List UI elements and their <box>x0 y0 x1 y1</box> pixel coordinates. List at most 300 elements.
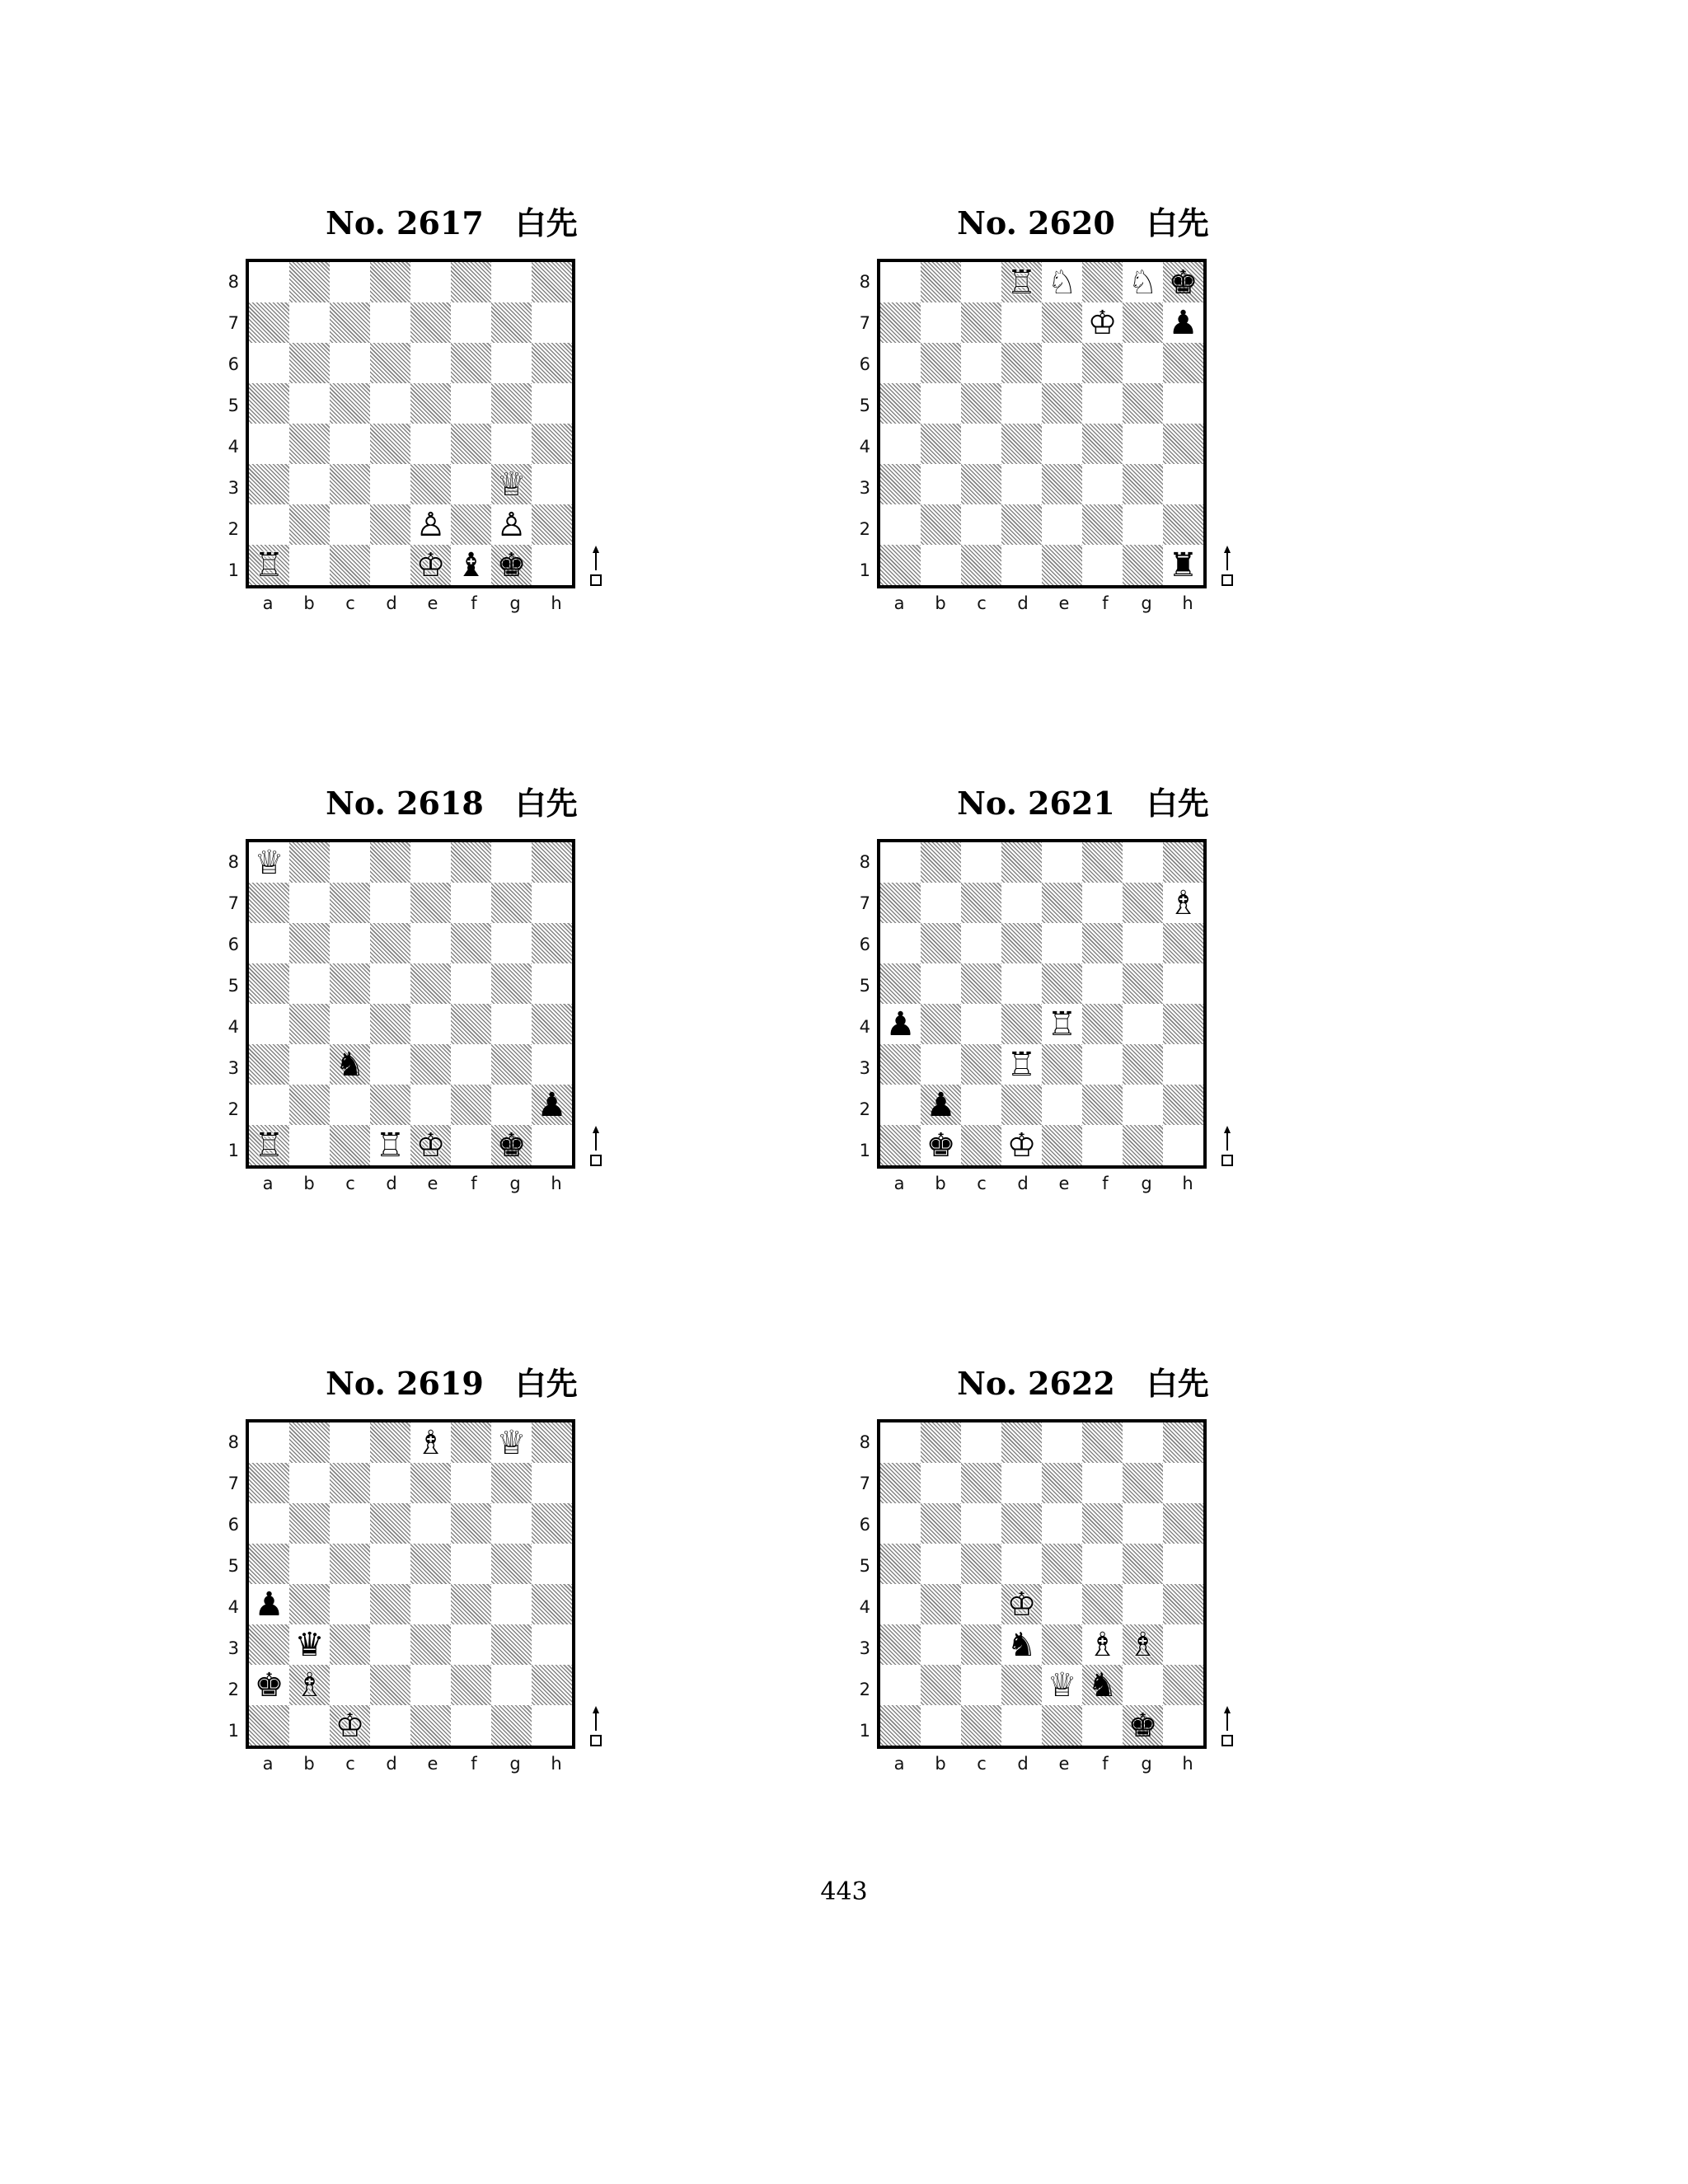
square-h4 <box>1163 1584 1203 1624</box>
square-a6 <box>249 923 289 963</box>
square-a8 <box>880 1422 921 1463</box>
square-c2 <box>961 1665 1001 1705</box>
white-rook-icon: ♖ <box>375 1126 406 1165</box>
square-b6 <box>289 343 330 383</box>
square-g5 <box>491 963 532 1004</box>
white-king-icon: ♔ <box>415 1126 446 1165</box>
square-d2 <box>1001 1665 1042 1705</box>
square-b4 <box>289 1584 330 1624</box>
square-e4 <box>1042 424 1082 464</box>
problem-title: No. 2617 白先 <box>326 204 578 241</box>
square-d5 <box>1001 963 1042 1004</box>
white-rook-icon: ♖ <box>254 1126 284 1165</box>
file-label: b <box>303 1754 315 1774</box>
white-bishop-icon: ♗ <box>1128 1625 1158 1664</box>
rank-label: 4 <box>859 1017 870 1037</box>
square-f1 <box>451 1705 491 1746</box>
square-d5 <box>370 963 410 1004</box>
square-h8 <box>1163 262 1203 302</box>
square-g4 <box>491 1004 532 1044</box>
square-b3 <box>289 464 330 504</box>
square-a8 <box>880 842 921 883</box>
rank-label: 5 <box>227 976 239 996</box>
square-f1 <box>451 1125 491 1165</box>
square-a3 <box>249 1044 289 1085</box>
white-bishop-icon: ♗ <box>1168 883 1198 922</box>
square-b7 <box>921 883 961 923</box>
square-h1 <box>532 545 572 585</box>
square-g3 <box>491 1044 532 1085</box>
square-a3 <box>880 1624 921 1665</box>
square-a5 <box>880 963 921 1004</box>
square-g1 <box>491 545 532 585</box>
square-f2 <box>1082 1665 1123 1705</box>
square-b4 <box>921 424 961 464</box>
rank-label: 2 <box>859 519 870 539</box>
square-g2 <box>491 504 532 545</box>
black-king-icon: ♚ <box>1168 263 1198 302</box>
square-a7 <box>880 1463 921 1503</box>
square-g8 <box>491 1422 532 1463</box>
file-label: b <box>303 593 315 613</box>
square-d2 <box>370 1665 410 1705</box>
square-d1 <box>1001 545 1042 585</box>
chess-board <box>877 259 1207 588</box>
file-label: h <box>1182 1174 1193 1193</box>
square-b7 <box>289 883 330 923</box>
square-a1 <box>249 1705 289 1746</box>
black-bishop-icon: ♝ <box>456 546 486 584</box>
square-c1 <box>961 545 1001 585</box>
square-a2 <box>880 504 921 545</box>
square-c2 <box>330 504 370 545</box>
square-b3 <box>289 1624 330 1665</box>
file-label: h <box>551 593 562 613</box>
square-h8 <box>532 1422 572 1463</box>
white-rook-icon: ♖ <box>254 546 284 584</box>
rank-label: 7 <box>859 313 870 333</box>
square-c6 <box>961 343 1001 383</box>
square-g5 <box>1123 963 1163 1004</box>
square-f4 <box>1082 1584 1123 1624</box>
problem-title: No. 2620 白先 <box>957 204 1209 241</box>
file-label: h <box>1182 1754 1193 1774</box>
square-g6 <box>491 343 532 383</box>
black-king-icon: ♚ <box>496 1126 527 1165</box>
file-label: g <box>509 1174 521 1193</box>
square-g5 <box>1123 1544 1163 1584</box>
square-h5 <box>1163 1544 1203 1584</box>
black-king-icon: ♚ <box>1128 1706 1158 1745</box>
file-label: e <box>1058 1754 1070 1774</box>
square-d4 <box>1001 1004 1042 1044</box>
square-d3 <box>370 1624 410 1665</box>
square-g2 <box>1123 504 1163 545</box>
white-king-icon: ♔ <box>1087 303 1118 342</box>
black-pawn-icon: ♟ <box>537 1085 567 1124</box>
square-h2 <box>1163 504 1203 545</box>
square-c7 <box>330 302 370 343</box>
square-d7 <box>370 883 410 923</box>
square-f5 <box>1082 963 1123 1004</box>
square-e7 <box>410 302 451 343</box>
rank-label: 4 <box>859 1597 870 1617</box>
square-b6 <box>289 1503 330 1544</box>
square-g1 <box>1123 1705 1163 1746</box>
problem-title: No. 2618 白先 <box>326 785 578 822</box>
rank-label: 7 <box>859 893 870 913</box>
square-g7 <box>1123 302 1163 343</box>
square-f2 <box>1082 1085 1123 1125</box>
white-bishop-icon: ♗ <box>294 1666 325 1704</box>
square-e5 <box>410 1544 451 1584</box>
square-h6 <box>1163 1503 1203 1544</box>
square-f8 <box>1082 262 1123 302</box>
rank-label: 4 <box>859 437 870 457</box>
square-f2 <box>451 1085 491 1125</box>
rank-label: 8 <box>227 1432 239 1452</box>
square-c1 <box>330 1705 370 1746</box>
square-a6 <box>880 1503 921 1544</box>
square-g2 <box>1123 1665 1163 1705</box>
black-king-icon: ♚ <box>254 1666 284 1704</box>
square-a6 <box>249 343 289 383</box>
square-h7 <box>1163 302 1203 343</box>
square-f4 <box>451 424 491 464</box>
square-d1 <box>1001 1705 1042 1746</box>
square-e7 <box>1042 883 1082 923</box>
square-e8 <box>410 842 451 883</box>
square-h6 <box>532 343 572 383</box>
rank-label: 7 <box>227 313 239 333</box>
rank-label: 6 <box>227 354 239 374</box>
square-f1 <box>451 545 491 585</box>
square-b5 <box>289 1544 330 1584</box>
square-f2 <box>1082 504 1123 545</box>
square-d5 <box>1001 383 1042 424</box>
rank-label: 8 <box>227 852 239 872</box>
square-g4 <box>1123 1004 1163 1044</box>
square-g7 <box>491 302 532 343</box>
file-label: d <box>1017 593 1029 613</box>
rank-label: 4 <box>227 1017 239 1037</box>
white-to-move-icon <box>588 1126 603 1167</box>
square-b2 <box>921 504 961 545</box>
square-c3 <box>961 1624 1001 1665</box>
square-f8 <box>1082 842 1123 883</box>
square-f3 <box>451 1044 491 1085</box>
square-b5 <box>289 383 330 424</box>
square-e4 <box>1042 1004 1082 1044</box>
square-c1 <box>961 1705 1001 1746</box>
square-g5 <box>1123 383 1163 424</box>
square-b5 <box>921 963 961 1004</box>
file-label: b <box>303 1174 315 1193</box>
square-e3 <box>1042 464 1082 504</box>
square-a7 <box>249 883 289 923</box>
problem-title: No. 2622 白先 <box>957 1365 1209 1402</box>
square-d8 <box>1001 262 1042 302</box>
square-e4 <box>410 424 451 464</box>
file-label: d <box>386 1754 397 1774</box>
square-d2 <box>370 1085 410 1125</box>
file-label: a <box>262 593 274 613</box>
square-g1 <box>1123 545 1163 585</box>
file-label: d <box>1017 1174 1029 1193</box>
square-e4 <box>410 1004 451 1044</box>
square-c7 <box>961 1463 1001 1503</box>
file-label: f <box>1102 1754 1109 1774</box>
square-e1 <box>1042 545 1082 585</box>
square-a1 <box>880 1705 921 1746</box>
square-b1 <box>289 545 330 585</box>
file-label: h <box>551 1754 562 1774</box>
square-e6 <box>1042 343 1082 383</box>
square-d6 <box>1001 923 1042 963</box>
square-e6 <box>410 923 451 963</box>
rank-label: 3 <box>227 1638 239 1658</box>
rank-label: 5 <box>859 1556 870 1576</box>
square-f4 <box>451 1004 491 1044</box>
square-d6 <box>1001 1503 1042 1544</box>
square-c2 <box>330 1665 370 1705</box>
square-d7 <box>370 302 410 343</box>
square-c4 <box>330 1004 370 1044</box>
square-g5 <box>491 383 532 424</box>
square-f8 <box>451 842 491 883</box>
square-a4 <box>880 1584 921 1624</box>
square-d2 <box>1001 504 1042 545</box>
square-c2 <box>961 1085 1001 1125</box>
square-b2 <box>921 1665 961 1705</box>
square-h1 <box>1163 1125 1203 1165</box>
square-c7 <box>961 302 1001 343</box>
square-f6 <box>451 923 491 963</box>
rank-label: 1 <box>227 560 239 580</box>
square-b1 <box>921 1705 961 1746</box>
square-f2 <box>451 504 491 545</box>
square-c8 <box>330 1422 370 1463</box>
square-e4 <box>1042 1584 1082 1624</box>
rank-label: 6 <box>859 354 870 374</box>
square-g4 <box>1123 1584 1163 1624</box>
square-g3 <box>491 464 532 504</box>
square-g2 <box>1123 1085 1163 1125</box>
square-h8 <box>532 262 572 302</box>
square-d7 <box>1001 1463 1042 1503</box>
file-label: g <box>509 1754 521 1774</box>
square-g4 <box>491 424 532 464</box>
square-b8 <box>289 1422 330 1463</box>
square-h6 <box>532 1503 572 1544</box>
square-f3 <box>1082 1624 1123 1665</box>
square-c4 <box>330 424 370 464</box>
chess-board <box>877 839 1207 1169</box>
square-g2 <box>491 1665 532 1705</box>
white-rook-icon: ♖ <box>1006 1045 1037 1084</box>
square-d8 <box>370 262 410 302</box>
rank-label: 7 <box>859 1474 870 1493</box>
square-a3 <box>880 1044 921 1085</box>
rank-label: 8 <box>859 852 870 872</box>
square-f7 <box>1082 883 1123 923</box>
square-e3 <box>410 1044 451 1085</box>
square-b8 <box>289 842 330 883</box>
white-bishop-icon: ♗ <box>415 1423 446 1462</box>
white-rook-icon: ♖ <box>1006 263 1037 302</box>
square-a2 <box>880 1085 921 1125</box>
square-c8 <box>961 262 1001 302</box>
square-a8 <box>249 842 289 883</box>
square-h6 <box>532 923 572 963</box>
square-c7 <box>961 883 1001 923</box>
square-a7 <box>880 302 921 343</box>
white-king-icon: ♔ <box>415 546 446 584</box>
square-e7 <box>410 1463 451 1503</box>
rank-label: 8 <box>859 1432 870 1452</box>
square-c6 <box>330 343 370 383</box>
square-f3 <box>1082 1044 1123 1085</box>
file-label: f <box>471 1754 477 1774</box>
square-d6 <box>370 1503 410 1544</box>
square-b4 <box>289 1004 330 1044</box>
square-b2 <box>289 1665 330 1705</box>
rank-label: 6 <box>859 935 870 954</box>
square-g2 <box>491 1085 532 1125</box>
square-h3 <box>532 1624 572 1665</box>
square-g3 <box>1123 464 1163 504</box>
square-f3 <box>1082 464 1123 504</box>
square-g1 <box>491 1125 532 1165</box>
square-f7 <box>1082 1463 1123 1503</box>
rank-label: 1 <box>859 1721 870 1741</box>
square-f6 <box>1082 923 1123 963</box>
square-d3 <box>370 464 410 504</box>
square-e3 <box>1042 1044 1082 1085</box>
square-c3 <box>961 1044 1001 1085</box>
square-d3 <box>1001 1624 1042 1665</box>
square-f6 <box>1082 343 1123 383</box>
square-b8 <box>921 842 961 883</box>
square-g3 <box>1123 1044 1163 1085</box>
square-c5 <box>330 1544 370 1584</box>
square-e7 <box>1042 1463 1082 1503</box>
square-e7 <box>1042 302 1082 343</box>
square-a4 <box>880 424 921 464</box>
square-d4 <box>1001 1584 1042 1624</box>
file-label: g <box>509 593 521 613</box>
black-knight-icon: ♞ <box>335 1045 365 1084</box>
square-g6 <box>1123 923 1163 963</box>
black-knight-icon: ♞ <box>1087 1666 1118 1704</box>
file-label: d <box>386 1174 397 1193</box>
square-g6 <box>1123 1503 1163 1544</box>
square-b6 <box>921 923 961 963</box>
square-a3 <box>249 1624 289 1665</box>
rank-label: 1 <box>227 1141 239 1160</box>
square-h4 <box>532 1004 572 1044</box>
square-a5 <box>249 963 289 1004</box>
square-a2 <box>880 1665 921 1705</box>
chess-board <box>246 839 575 1169</box>
square-a2 <box>249 1085 289 1125</box>
square-a4 <box>249 1004 289 1044</box>
white-queen-icon: ♕ <box>496 465 527 504</box>
rank-label: 5 <box>859 976 870 996</box>
square-c7 <box>330 883 370 923</box>
file-label: e <box>427 1754 438 1774</box>
square-d3 <box>1001 464 1042 504</box>
rank-label: 6 <box>859 1515 870 1535</box>
rank-label: 2 <box>227 1680 239 1699</box>
square-g6 <box>1123 343 1163 383</box>
square-a5 <box>880 383 921 424</box>
square-b7 <box>289 1463 330 1503</box>
square-e6 <box>410 343 451 383</box>
square-f4 <box>1082 424 1123 464</box>
square-a5 <box>249 1544 289 1584</box>
file-label: g <box>1141 1754 1152 1774</box>
square-a1 <box>249 1125 289 1165</box>
file-label: e <box>1058 1174 1070 1193</box>
square-a4 <box>249 424 289 464</box>
square-e1 <box>410 545 451 585</box>
square-f5 <box>451 1544 491 1584</box>
square-a6 <box>249 1503 289 1544</box>
square-e8 <box>1042 1422 1082 1463</box>
square-b8 <box>921 262 961 302</box>
square-f6 <box>451 343 491 383</box>
square-a4 <box>249 1584 289 1624</box>
square-e4 <box>410 1584 451 1624</box>
square-b6 <box>921 343 961 383</box>
white-to-move-icon <box>1220 546 1235 587</box>
square-f1 <box>1082 545 1123 585</box>
square-h2 <box>1163 1085 1203 1125</box>
square-g7 <box>1123 1463 1163 1503</box>
file-label: f <box>1102 1174 1109 1193</box>
square-e2 <box>1042 1665 1082 1705</box>
square-b5 <box>289 963 330 1004</box>
white-to-move-icon <box>588 546 603 587</box>
square-h7 <box>532 1463 572 1503</box>
square-h7 <box>532 302 572 343</box>
rank-label: 3 <box>227 478 239 498</box>
square-a7 <box>249 1463 289 1503</box>
file-label: c <box>345 1754 355 1774</box>
white-king-icon: ♔ <box>1006 1585 1037 1624</box>
square-g1 <box>1123 1125 1163 1165</box>
file-label: f <box>1102 593 1109 613</box>
file-label: c <box>977 1754 987 1774</box>
square-f7 <box>1082 302 1123 343</box>
square-b4 <box>921 1004 961 1044</box>
rank-label: 2 <box>859 1680 870 1699</box>
black-pawn-icon: ♟ <box>926 1085 956 1124</box>
white-king-icon: ♔ <box>335 1706 365 1745</box>
square-h4 <box>1163 1004 1203 1044</box>
square-f7 <box>451 883 491 923</box>
square-e8 <box>410 262 451 302</box>
file-label: h <box>1182 593 1193 613</box>
square-b7 <box>289 302 330 343</box>
square-h5 <box>532 963 572 1004</box>
square-a6 <box>880 923 921 963</box>
square-d3 <box>370 1044 410 1085</box>
square-h1 <box>1163 1705 1203 1746</box>
square-f7 <box>451 302 491 343</box>
file-label: c <box>345 1174 355 1193</box>
